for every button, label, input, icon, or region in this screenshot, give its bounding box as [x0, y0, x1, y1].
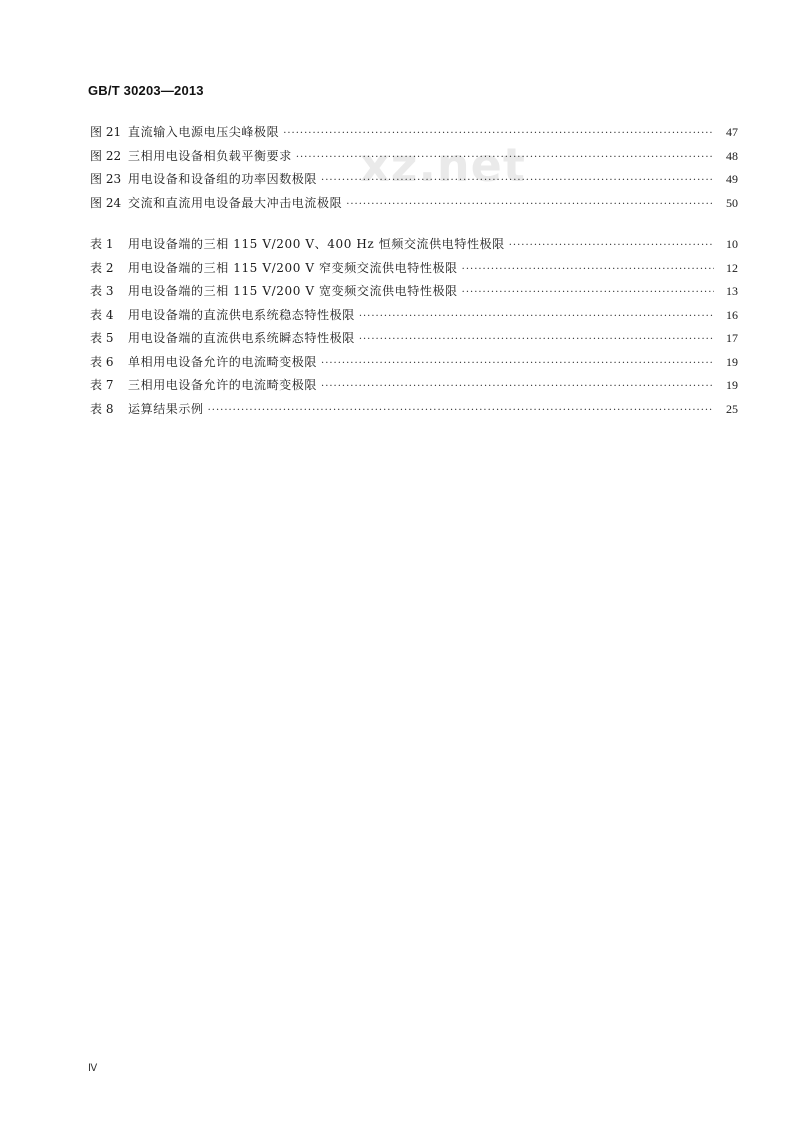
toc-entry-figure-22[interactable]	[90, 145, 738, 169]
toc-entry-table-7[interactable]	[90, 374, 738, 398]
toc-entry-table-2[interactable]	[90, 257, 738, 281]
figure-list	[90, 121, 738, 215]
toc-entry-page: 49	[726, 172, 738, 186]
toc-entry-page: 17	[726, 331, 738, 345]
watermark: xz.net	[360, 138, 526, 192]
toc-entry-page: 48	[726, 148, 738, 163]
table-list	[90, 233, 738, 421]
toc-entry-title: 用电设备端的直流供电系统稳态特性极限	[128, 307, 355, 322]
toc-entry-page: 19	[726, 378, 738, 392]
dot-leader	[208, 399, 714, 423]
dot-leader	[509, 234, 714, 258]
toc-entry-page: 25	[726, 401, 738, 416]
toc-entry-number: 表 1	[90, 237, 114, 251]
toc-entry-title: 用电设备和设备组的功率因数极限	[128, 172, 318, 186]
toc-entry-title: 三相用电设备允许的电流畸变极限	[128, 378, 318, 392]
toc-entry-title: 用电设备端的三相 115 V/200 V、400 Hz 恒频交流供电特性极限	[128, 237, 505, 251]
toc-entry-number: 表 8	[90, 401, 114, 416]
toc-entry-number: 图 23	[90, 172, 122, 186]
toc-entry-title: 用电设备端的三相 115 V/200 V 窄变频交流供电特性极限	[128, 260, 458, 275]
toc-entry-page: 50	[726, 195, 738, 210]
toc-entry-page: 12	[726, 260, 738, 275]
toc-entry-number: 表 4	[90, 307, 114, 322]
standard-number-header: GB/T 30203—2013	[88, 83, 204, 98]
toc-entry-table-5[interactable]	[90, 327, 738, 351]
dot-leader	[296, 146, 714, 170]
dot-leader	[462, 258, 714, 282]
dot-leader	[321, 169, 714, 193]
toc-entry-page: 16	[726, 307, 738, 322]
dot-leader	[321, 352, 714, 376]
page-number-footer: Ⅳ	[88, 1063, 98, 1074]
toc-entry-number: 表 5	[90, 331, 114, 345]
toc-entry-title: 单相用电设备允许的电流畸变极限	[128, 354, 318, 369]
toc-entry-number: 表 3	[90, 284, 114, 298]
toc-entry-title: 三相用电设备相负载平衡要求	[128, 148, 292, 163]
dot-leader	[359, 328, 714, 352]
toc-entry-title: 用电设备端的直流供电系统瞬态特性极限	[128, 331, 355, 345]
toc-entry-page: 13	[726, 284, 738, 298]
toc-entry-table-6[interactable]	[90, 351, 738, 375]
dot-leader	[359, 305, 714, 329]
dot-leader	[283, 122, 714, 146]
toc-entry-number: 表 2	[90, 260, 114, 275]
toc-entry-page: 10	[726, 237, 738, 251]
toc-entry-title: 运算结果示例	[128, 401, 204, 416]
dot-leader	[462, 281, 714, 305]
toc-entry-figure-21[interactable]	[90, 121, 738, 145]
toc-entry-number: 图 24	[90, 195, 122, 210]
toc-entry-figure-23[interactable]	[90, 168, 738, 192]
toc-entry-table-1[interactable]	[90, 233, 738, 257]
toc-entry-title: 交流和直流用电设备最大冲击电流极限	[128, 195, 343, 210]
toc-entry-number: 图 22	[90, 148, 122, 163]
toc-entry-title: 直流输入电源电压尖峰极限	[128, 125, 280, 139]
toc-entry-title: 用电设备端的三相 115 V/200 V 宽变频交流供电特性极限	[128, 284, 458, 298]
dot-leader	[346, 193, 714, 217]
toc-entry-number: 表 6	[90, 354, 114, 369]
toc-entry-page: 47	[726, 125, 738, 139]
dot-leader	[321, 375, 714, 399]
toc-entry-table-4[interactable]	[90, 304, 738, 328]
toc-entry-page: 19	[726, 354, 738, 369]
toc-entry-table-3[interactable]	[90, 280, 738, 304]
toc-entry-figure-24[interactable]	[90, 192, 738, 216]
toc-entry-number: 表 7	[90, 378, 114, 392]
toc-entry-table-8[interactable]	[90, 398, 738, 422]
toc-entry-number: 图 21	[90, 125, 122, 139]
